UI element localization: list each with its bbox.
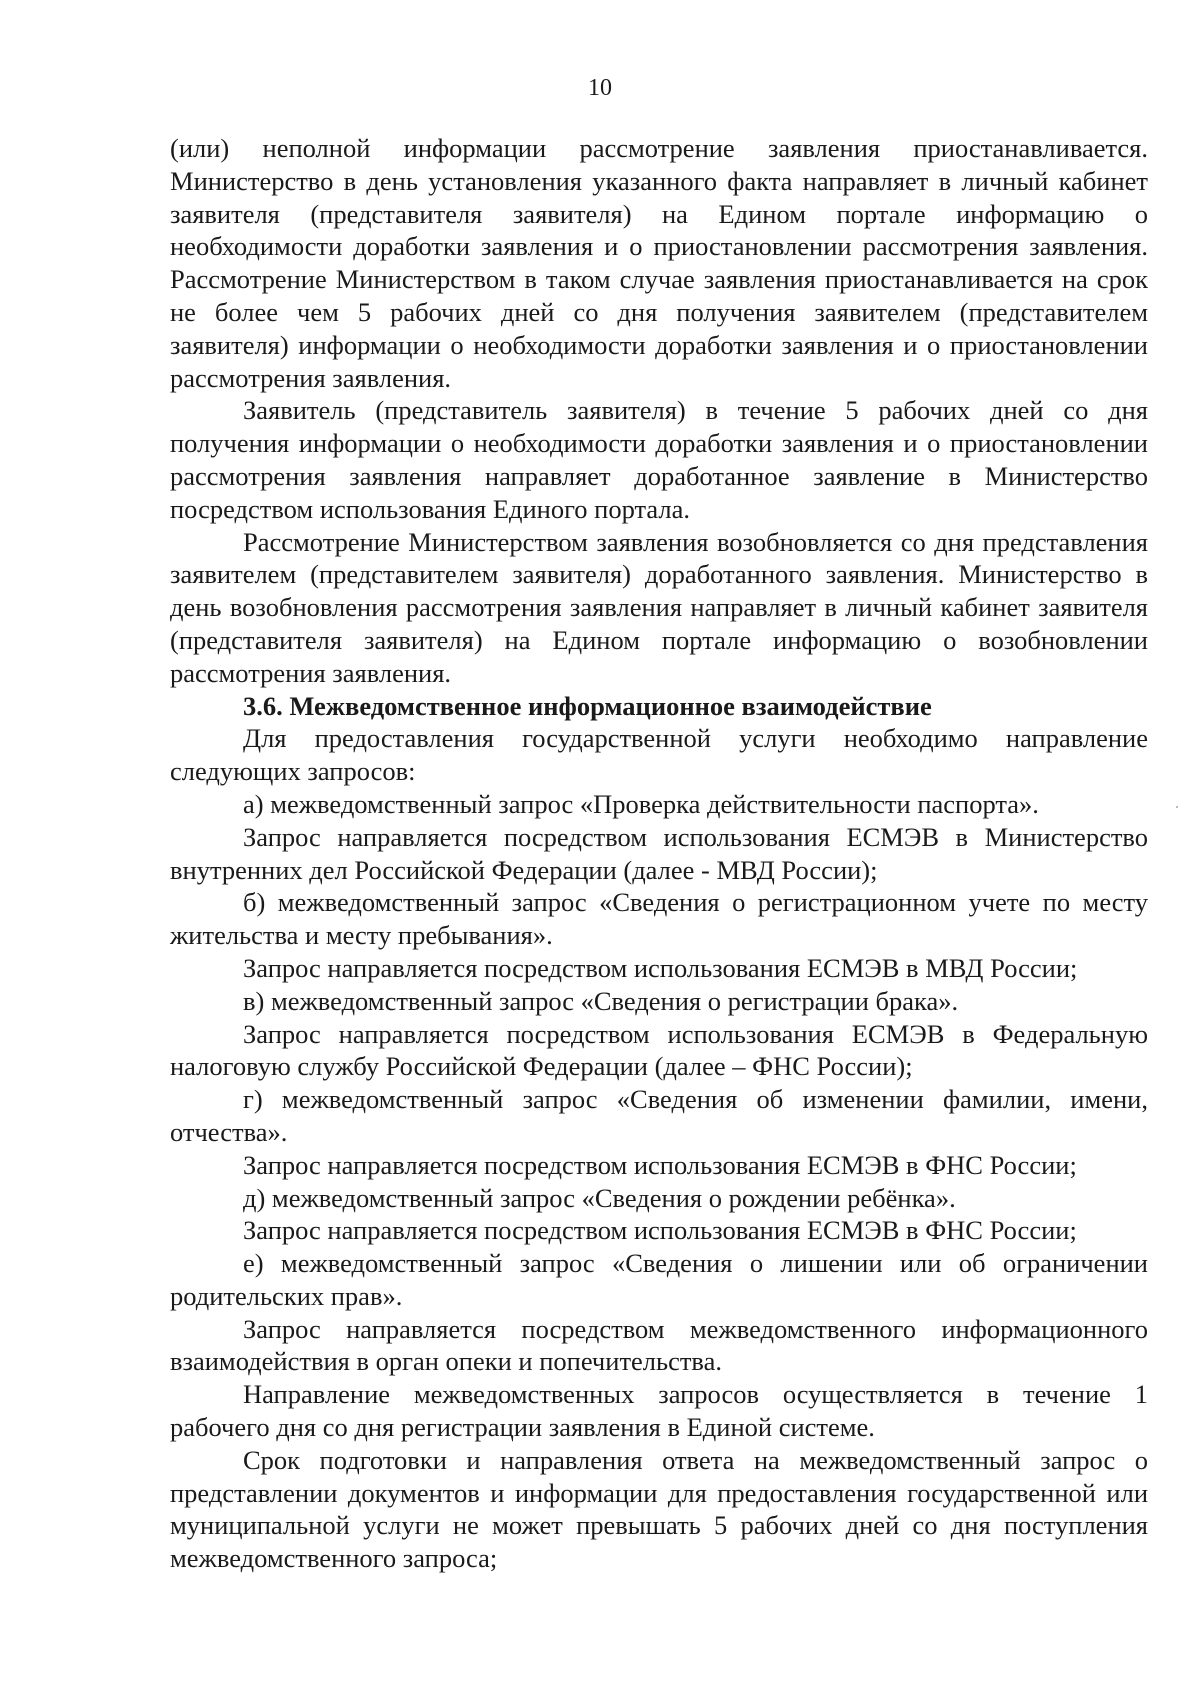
paragraph-request-target-e: Запрос направляется посредством межведомственного информационного взаимодействия в орган опеки и попечительства. (170, 1313, 1148, 1377)
document-body (170, 132, 1148, 1575)
paragraph-response-deadline: Срок подготовки и направления ответа на межведомственный запрос о представлении документов и информации для предоставления государственной или муниципальной услуги не может превышать 5 рабочих дней со дня поступления межведомственного запроса; (170, 1444, 1148, 1574)
list-item-a: а) межведомственный запрос «Проверка действительности паспорта». (243, 788, 1039, 819)
paragraph-request-target-b: Запрос направляется посредством использования ЕСМЭВ в МВД России; (243, 952, 1078, 983)
paragraph-requests-intro: Для предоставления государственной услуги необходимо направление следующих запросов: (170, 723, 1148, 787)
paragraph-request-target-v: Запрос направляется посредством использования ЕСМЭВ в Федеральную налоговую службу Российской Федерации (далее – ФНС России); (170, 1018, 1148, 1082)
list-item-e: е) межведомственный запрос «Сведения о лишении или об ограничении родительских прав». (170, 1248, 1148, 1311)
section-heading: 3.6. Межведомственное информационное взаимодействие (243, 690, 932, 721)
paragraph-applicant-revision: Заявитель (представитель заявителя) в течение 5 рабочих дней со дня получения информации о необходимости доработки заявления и о приостановлении рассмотрения заявления направляет доработанное заявление в Министерство посредством использования Единого портала. (170, 395, 1148, 524)
list-item-d: д) межведомственный запрос «Сведения о рождении ребёнка». (243, 1182, 956, 1213)
list-item-g: г) межведомственный запрос «Сведения об изменении фамилии, имени, отчества». (170, 1084, 1148, 1147)
list-item-v: в) межведомственный запрос «Сведения о регистрации брака». (243, 985, 959, 1016)
paragraph-request-target-g: Запрос направляется посредством использования ЕСМЭВ в ФНС России; (243, 1149, 1077, 1180)
paragraph-request-timing: Направление межведомственных запросов осуществляется в течение 1 рабочего дня со дня регистрации заявления в Единой системе. (170, 1379, 1148, 1443)
paragraph-request-target-d: Запрос направляется посредством использования ЕСМЭВ в ФНС России; (243, 1215, 1077, 1246)
paragraph-request-target-a: Запрос направляется посредством использования ЕСМЭВ в Министерство внутренних дел Российской Федерации (далее - МВД России); (170, 821, 1148, 885)
scan-speck (1176, 806, 1178, 808)
paragraph-resumption: Рассмотрение Министерством заявления возобновляется со дня представления заявителем (представителем заявителя) доработанного заявления. Министерство в день возобновления рассмотрения заявления направляет в личный кабинет заявителя (представителя заявителя) на Едином портале информацию о возобновлении рассмотрения заявления. (170, 526, 1148, 688)
paragraph-continuation: (или) неполной информации рассмотрение заявления приостанавливается. Министерство в день установления указанного факта направляет в личный кабинет заявителя (представителя заявителя) на Едином портале информацию о необходимости доработки заявления и о приостановлении рассмотрения заявления. Рассмотрение Министерством в таком случае заявления приостанавливается на срок не более чем 5 рабочих дней со дня получения заявителем (представителем заявителя) информации о необходимости доработки заявления и о приостановлении рассмотрения заявления. (170, 133, 1148, 393)
page-number: 10 (588, 75, 612, 101)
list-item-b: б) межведомственный запрос «Сведения о регистрационном учете по месту жительства и месту пребывания». (170, 887, 1148, 951)
